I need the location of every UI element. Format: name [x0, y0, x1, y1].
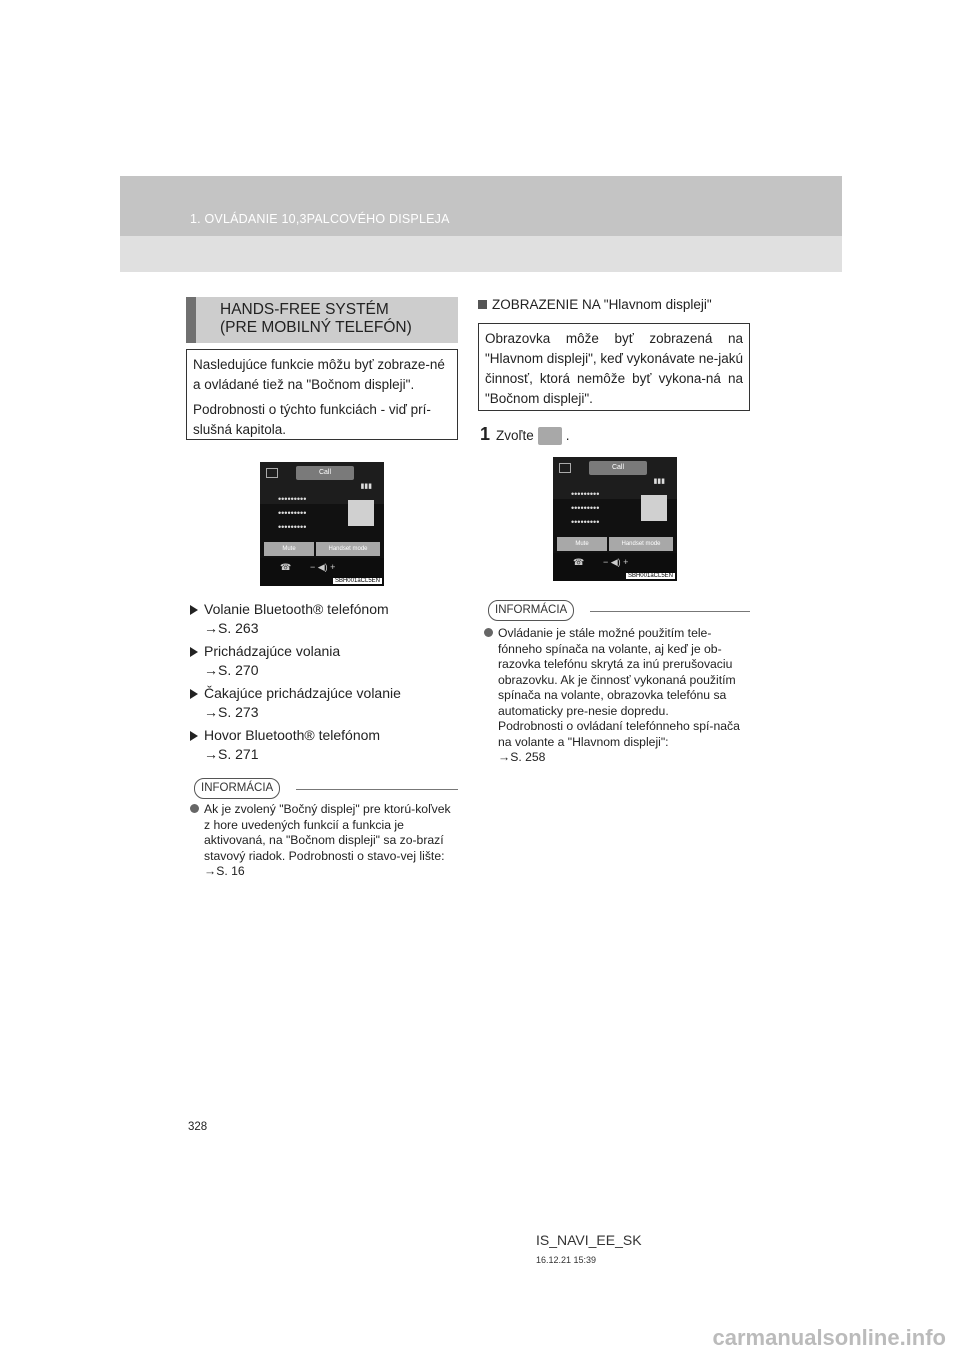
image-code: SBH001aCL5EN	[627, 573, 673, 579]
back-icon	[266, 468, 278, 478]
back-icon	[559, 463, 571, 473]
section-title-bar	[186, 297, 196, 343]
intro-text-1: Nasledujúce funkcie môžu byť zobraze-né a ovládané tiež na "Bočnom displeji".	[193, 357, 445, 392]
handset-mode-button: Handset mode	[609, 537, 673, 551]
volume-icon: − ◀) +	[603, 557, 629, 567]
info-ref-right: →S. 258	[498, 750, 546, 764]
footer-date: 16.12.21 15:39	[536, 1255, 597, 1265]
list-item	[190, 684, 401, 722]
phone-screen-image	[260, 462, 384, 586]
list-item-ref: →S. 273	[204, 704, 259, 720]
call-label: Call	[296, 466, 354, 480]
list-item-label: Volanie Bluetooth® telefónom	[204, 601, 389, 617]
list-item-label: Prichádzajúce volania	[204, 643, 341, 659]
intro-text-2: Podrobnosti o týchto funkciách - viď prí-slušná kapitola.	[193, 402, 431, 437]
footer-code: IS_NAVI_EE_SK	[536, 1232, 642, 1248]
info-text: Ak je zvolený "Bočný displej" pre ktorú-koľvek z hore uvedených funkcií a funkcia je aktivovaná, na "Bočnom displeji" sa zo-brazí stavový riadok. Podrobnosti o stavo-vej lište: →S. 16	[204, 802, 451, 878]
feature-list	[190, 600, 401, 768]
call-label: Call	[589, 461, 647, 475]
contact-dots: •••••••••	[571, 503, 600, 513]
page-header-title: 1. OVLÁDANIE 10,3PALCOVÉHO DISPLEJA	[190, 212, 450, 226]
signal-icon: ▮▮▮	[360, 483, 372, 490]
info-text-right-2: Podrobnosti o ovládaní telefónneho spí-nača na volante a "Hlavnom displeji":	[498, 719, 740, 749]
list-item-ref: →S. 270	[204, 662, 259, 678]
info-box	[204, 802, 456, 880]
list-item-ref: →S. 263	[204, 620, 259, 636]
bullet-icon	[484, 628, 493, 637]
page-number: 328	[188, 1121, 208, 1133]
number-dots: •••••••••	[571, 517, 600, 527]
watermark: carmanualsonline.info	[712, 1325, 946, 1350]
step-text: Zvoľte	[496, 428, 534, 443]
info-main-box	[478, 323, 750, 411]
list-item	[190, 642, 401, 680]
triangle-icon	[190, 731, 198, 741]
triangle-icon	[190, 647, 198, 657]
avatar-icon	[348, 500, 374, 526]
info-divider	[296, 789, 458, 790]
header-subband	[120, 236, 842, 272]
header-band	[120, 176, 842, 236]
subsection-title	[478, 297, 712, 312]
square-bullet-icon	[478, 300, 487, 309]
step-1	[480, 424, 569, 445]
bullet-icon	[190, 804, 199, 813]
section-title-line1: HANDS-FREE SYSTÉM	[220, 301, 389, 318]
main-box-text: Obrazovka môže byť zobrazená na "Hlavnom displeji", keď vykonávate ne-jakú činnosť, ktorá nemôže byť vykona-ná na "Bočnom displeji".	[485, 331, 744, 406]
list-item	[190, 726, 401, 764]
list-item	[190, 600, 401, 638]
triangle-icon	[190, 689, 198, 699]
contact-dots: •••••••••	[278, 508, 307, 518]
name-dots: •••••••••	[278, 494, 307, 504]
list-item-ref: →S. 271	[204, 746, 259, 762]
image-code: SBH001aCL5EN	[334, 578, 380, 584]
phone-icon: ☎	[573, 557, 585, 567]
triangle-icon	[190, 605, 198, 615]
list-item-label: Čakajúce prichádzajúce volanie	[204, 685, 401, 701]
list-item-label: Hovor Bluetooth® telefónom	[204, 727, 381, 743]
subsection-title-text: ZOBRAZENIE NA "Hlavnom displeji"	[492, 297, 712, 312]
section-title-line2: (PRE MOBILNÝ TELEFÓN)	[220, 319, 412, 336]
info-box-right	[498, 626, 750, 766]
phone-icon: ☎	[280, 562, 292, 572]
info-divider-right	[590, 611, 750, 612]
step-end: .	[565, 428, 570, 443]
name-dots: •••••••••	[571, 489, 600, 499]
intro-box	[186, 349, 458, 440]
phone-screen-image-2	[553, 457, 677, 581]
mute-button: Mute	[557, 537, 607, 551]
handset-mode-button: Handset mode	[316, 542, 380, 556]
info-tag: INFORMÁCIA	[194, 778, 280, 799]
number-dots: •••••••••	[278, 522, 307, 532]
avatar-icon	[641, 495, 667, 521]
mute-button: Mute	[264, 542, 314, 556]
info-tag-right: INFORMÁCIA	[488, 600, 574, 621]
volume-icon: − ◀) +	[310, 562, 336, 572]
switch-screen-icon	[538, 427, 562, 445]
step-number: 1	[480, 424, 491, 444]
info-text-right: Ovládanie je stále možné použitím tele-fónneho spínača na volante, aj keď je ob-razovka telefónu skrytá za inú prerušovaciu obrazovku. Ak je činnosť vykonaná použitím spínača na volante, obrazovka telefónu sa automaticky pre-nesie dopredu.	[498, 626, 736, 718]
section-title	[186, 297, 458, 343]
signal-icon: ▮▮▮	[653, 478, 665, 485]
